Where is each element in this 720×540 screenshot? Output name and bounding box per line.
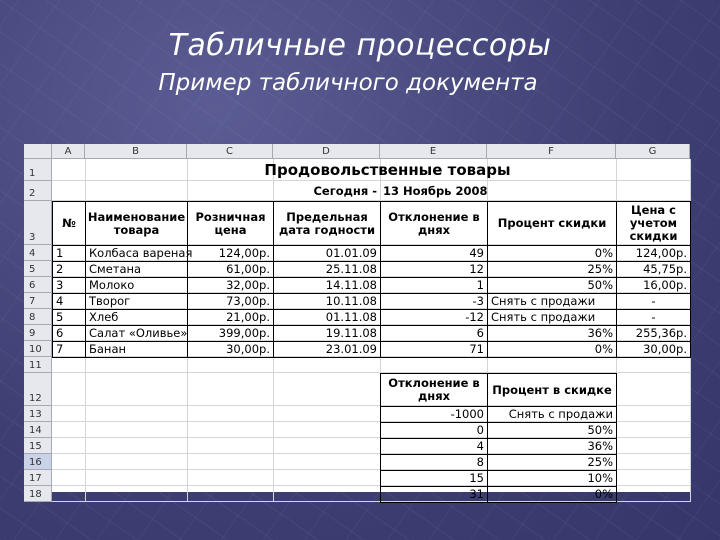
product-cell[interactable]: -12 <box>380 309 488 326</box>
lookup-header-cell[interactable]: Процент в скидке <box>487 373 617 407</box>
header-cell[interactable]: Процент скидки <box>487 201 617 246</box>
row-header-18[interactable]: 18 <box>24 486 52 502</box>
product-cell[interactable]: 3 <box>52 277 86 294</box>
column-header-a[interactable]: A <box>52 144 85 159</box>
product-cell[interactable]: 0% <box>487 341 617 358</box>
lookup-cell[interactable]: 10% <box>487 470 617 487</box>
header-cell[interactable]: № <box>52 201 86 246</box>
product-cell[interactable]: 50% <box>487 277 617 294</box>
product-cell[interactable]: Колбаса вареная <box>85 245 188 262</box>
header-cell[interactable]: Предельная дата годности <box>273 201 381 246</box>
product-cell[interactable]: 30,00р. <box>187 341 274 358</box>
lookup-cell[interactable]: 8 <box>380 454 488 471</box>
lookup-cell[interactable]: -1000 <box>380 406 488 423</box>
lookup-cell[interactable]: 0% <box>487 486 617 503</box>
row-header-12[interactable]: 12 <box>24 373 52 406</box>
product-cell[interactable]: Творог <box>85 293 188 310</box>
row-header-11[interactable]: 11 <box>24 357 52 373</box>
product-cell[interactable]: Снять с продажи <box>487 293 617 310</box>
spreadsheet <box>24 144 690 501</box>
header-cell[interactable]: Цена с учетом скидки <box>616 201 691 246</box>
row-header-15[interactable]: 15 <box>24 438 52 454</box>
row-header-2[interactable]: 2 <box>24 181 52 201</box>
lookup-cell[interactable]: 31 <box>380 486 488 503</box>
column-header-g[interactable]: G <box>616 144 690 159</box>
product-cell[interactable]: 10.11.08 <box>273 293 381 310</box>
column-header-c[interactable]: C <box>187 144 273 159</box>
lookup-cell[interactable]: 0 <box>380 422 488 439</box>
product-cell[interactable]: 124,00р. <box>187 245 274 262</box>
product-cell[interactable]: 21,00р. <box>187 309 274 326</box>
product-cell[interactable]: 45,75р. <box>616 261 691 278</box>
row-header-4[interactable]: 4 <box>24 245 52 261</box>
product-cell[interactable]: 01.11.08 <box>273 309 381 326</box>
lookup-cell[interactable]: 15 <box>380 470 488 487</box>
product-cell[interactable]: 30,00р. <box>616 341 691 358</box>
today-value-cell[interactable]: 13 Ноябрь 2008 <box>383 184 488 198</box>
row-header-5[interactable]: 5 <box>24 261 52 277</box>
slide-subtitle: Пример табличного документа <box>158 70 538 96</box>
product-cell[interactable]: 0% <box>487 245 617 262</box>
product-cell[interactable]: 14.11.08 <box>273 277 381 294</box>
product-cell[interactable]: - <box>616 309 691 326</box>
product-cell[interactable]: Молоко <box>85 277 188 294</box>
row-header-9[interactable]: 9 <box>24 325 52 341</box>
column-header-b[interactable]: B <box>85 144 187 159</box>
product-cell[interactable]: 2 <box>52 261 86 278</box>
product-cell[interactable]: 255,36р. <box>616 325 691 342</box>
row-header-1[interactable]: 1 <box>24 159 52 181</box>
row-header-13[interactable]: 13 <box>24 406 52 422</box>
column-header-e[interactable]: E <box>380 144 487 159</box>
row-header-6[interactable]: 6 <box>24 277 52 293</box>
product-cell[interactable]: 6 <box>52 325 86 342</box>
product-cell[interactable]: 12 <box>380 261 488 278</box>
today-label-cell[interactable]: Сегодня - <box>313 184 377 198</box>
product-cell[interactable]: -3 <box>380 293 488 310</box>
product-cell[interactable]: 01.01.09 <box>273 245 381 262</box>
product-cell[interactable]: 36% <box>487 325 617 342</box>
product-cell[interactable]: 73,00р. <box>187 293 274 310</box>
column-header-d[interactable]: D <box>273 144 380 159</box>
lookup-header-cell[interactable]: Отклонение в днях <box>380 373 488 407</box>
product-cell[interactable]: 32,00р. <box>187 277 274 294</box>
row-header-3[interactable]: 3 <box>24 201 52 245</box>
lookup-cell[interactable]: 4 <box>380 438 488 455</box>
product-cell[interactable]: - <box>616 293 691 310</box>
header-cell[interactable]: Отклонение в днях <box>380 201 488 246</box>
product-cell[interactable]: Снять с продажи <box>487 309 617 326</box>
product-cell[interactable]: 49 <box>380 245 488 262</box>
product-cell[interactable]: Хлеб <box>85 309 188 326</box>
row-header-7[interactable]: 7 <box>24 293 52 309</box>
row-header-8[interactable]: 8 <box>24 309 52 325</box>
product-cell[interactable]: 23.01.09 <box>273 341 381 358</box>
product-cell[interactable]: 1 <box>52 245 86 262</box>
product-cell[interactable]: 19.11.08 <box>273 325 381 342</box>
product-cell[interactable]: 5 <box>52 309 86 326</box>
product-cell[interactable]: Сметана <box>85 261 188 278</box>
lookup-cell[interactable]: 50% <box>487 422 617 439</box>
product-cell[interactable]: 399,00р. <box>187 325 274 342</box>
product-cell[interactable]: 25.11.08 <box>273 261 381 278</box>
product-cell[interactable]: 71 <box>380 341 488 358</box>
product-cell[interactable]: 7 <box>52 341 86 358</box>
slide-title: Табличные процессоры <box>168 28 552 63</box>
product-cell[interactable]: 25% <box>487 261 617 278</box>
row-header-14[interactable]: 14 <box>24 422 52 438</box>
lookup-cell[interactable]: 25% <box>487 454 617 471</box>
header-cell[interactable]: Наименование товара <box>85 201 188 246</box>
column-header-f[interactable]: F <box>487 144 616 159</box>
select-all-corner[interactable] <box>24 144 52 159</box>
product-cell[interactable]: 6 <box>380 325 488 342</box>
product-cell[interactable]: 16,00р. <box>616 277 691 294</box>
row-header-17[interactable]: 17 <box>24 470 52 486</box>
header-cell[interactable]: Розничная цена <box>187 201 274 246</box>
product-cell[interactable]: 124,00р. <box>616 245 691 262</box>
product-cell[interactable]: 61,00р. <box>187 261 274 278</box>
row-header-16[interactable]: 16 <box>24 454 52 470</box>
product-cell[interactable]: 1 <box>380 277 488 294</box>
product-cell[interactable]: 4 <box>52 293 86 310</box>
lookup-cell[interactable]: Снять с продажи <box>487 406 617 423</box>
product-cell[interactable]: Салат «Оливье» <box>85 325 188 342</box>
lookup-cell[interactable]: 36% <box>487 438 617 455</box>
product-cell[interactable]: Банан <box>85 341 188 358</box>
sheet-title-cell[interactable]: Продовольственные товары <box>264 161 511 179</box>
row-header-10[interactable]: 10 <box>24 341 52 357</box>
